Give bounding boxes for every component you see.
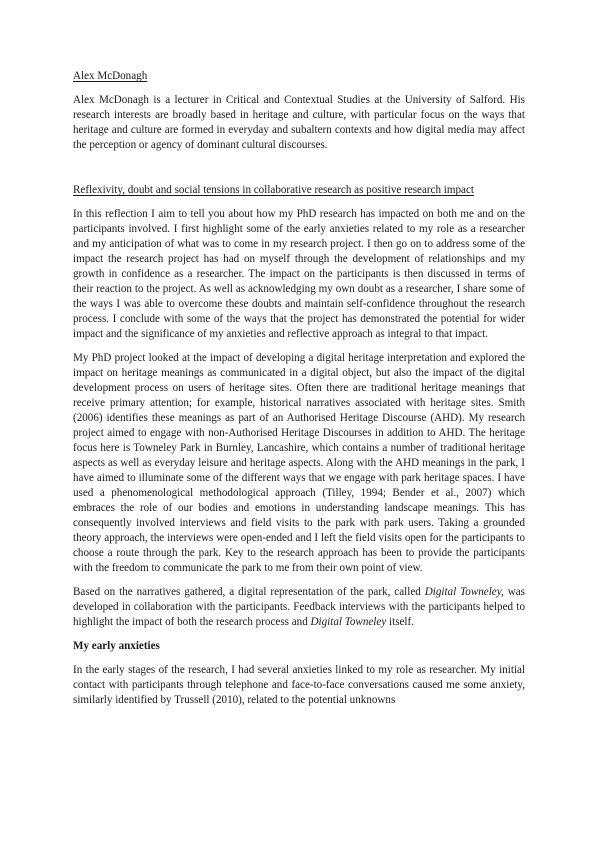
- text-run: was developed in collaboration with the participants. Feedback interviews with the participants helped to highlight the impact of both the research process and: [73, 586, 526, 628]
- author-bio: Alex McDonagh is a lecturer in Critical and Contextual Studies at the University of Salford. His research interests are broadly based in heritage and culture, with particular focus on the ways that heritage and culture are formed in everyday and subaltern contexts and how digital media may affect the perception or agency of dominant cultural discourses.: [73, 94, 525, 151]
- paragraph-digital-towneley: [73, 585, 525, 630]
- emphasis-digital-towneley: Digital Towneley: [310, 616, 387, 628]
- paragraph-anxieties: In the early stages of the research, I had several anxieties linked to my role as researcher. My initial contact with participants through telephone and face-to-face conversations caused me some anxiety, similarly identified by Trussell (2010), related to the potential unknowns: [73, 664, 525, 706]
- paragraph-introduction: In this reflection I aim to tell you about how my PhD research has impacted on both me and on the participants involved. I first highlight some of the early anxieties related to my role as a researcher and my anticipation of what was to come in my research project. I then go on to address some of the impact the research project has had on myself through the development of relationships and my growth in confidence as a researcher. The impact on the participants is then discussed in terms of their reaction to the project. As well as acknowledging my own doubt as a researcher, I share some of the ways I was able to overcome these doubts and maintain self-confidence throughout the research process. I conclude with some of the ways that the project has demonstrated the potential for wider impact and the significance of my anxieties and reflective approach as integral to that impact.: [73, 208, 525, 340]
- article-title: Reflexivity, doubt and social tensions in collaborative research as positive research impact: [73, 184, 474, 196]
- emphasis-digital-towneley: Digital Towneley,: [424, 586, 504, 598]
- paragraph-project: My PhD project looked at the impact of developing a digital heritage interpretation and explored the impact on heritage meanings as communicated in a digital object, but also the impact of the digital development process on users of heritage sites. Often there are traditional heritage meanings that receive primary attention; for example, historical narratives associated with heritage sites. Smith (2006) identifies these meanings as part of an Authorised Heritage Discourse (AHD). My research project aimed to engage with non-Authorised Heritage Discourses in addition to AHD. The heritage focus here is Towneley Park in Burnley, Lancashire, which contains a number of traditional heritage aspects as well as everyday leisure and heritage aspects. Along with the AHD meanings in the park, I have aimed to illuminate some of the different ways that we engage with park heritage spaces. I have used a phenomenological methodological approach (Tilley, 1994; Bender et al., 2007) which embraces the role of our bodies and emotions in understanding landscape meanings. This has consequently involved interviews and field visits to the park with park users. Taking a grounded theory approach, the interviews were open-ended and I left the field visits open for the participants to choose a route through the park. Key to the research approach has been to provide the participants with the freedom to communicate the park to me from their own point of view.: [73, 352, 525, 574]
- section-heading: My early anxieties: [73, 640, 160, 652]
- text-run: itself.: [386, 616, 414, 628]
- author-name-heading: Alex McDonagh: [73, 70, 148, 82]
- document-page: [73, 69, 525, 708]
- text-run: Based on the narratives gathered, a digital representation of the park, called: [73, 586, 425, 598]
